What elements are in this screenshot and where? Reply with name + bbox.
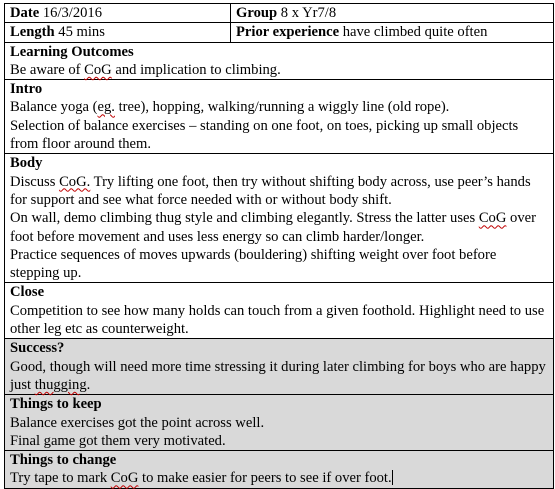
success-p1-pre: Good, though will need more time stressing it during later climbing for boys who are happy just bbox=[10, 358, 546, 393]
body-paragraph-1 bbox=[10, 173, 548, 210]
learning-outcomes-title: Learning Outcomes bbox=[10, 43, 134, 60]
intro-row bbox=[5, 80, 554, 154]
things-to-keep-paragraph-1: Balance exercises got the point across well. bbox=[10, 414, 265, 431]
intro-paragraph-2: Selection of balance exercises – standing on one foot, on toes, picking up small objects from floor around them. bbox=[10, 117, 519, 153]
text-cursor bbox=[392, 470, 393, 485]
header-row-2 bbox=[5, 23, 554, 42]
things-to-keep-row bbox=[5, 395, 554, 451]
prior-experience-cell[interactable] bbox=[231, 23, 554, 42]
intro-p1-pre: Balance yoga ( bbox=[10, 99, 98, 116]
success-p1-thugging: thugging bbox=[34, 376, 87, 393]
things-to-change-title: Things to change bbox=[10, 452, 117, 469]
group-label: Group bbox=[236, 5, 278, 21]
success-cell[interactable] bbox=[5, 339, 554, 395]
body-p2-post: over foot before movement and uses less energy so can climb harder/longer. bbox=[10, 210, 536, 245]
prior-experience-label: Prior experience bbox=[236, 24, 340, 41]
date-cell[interactable] bbox=[5, 4, 231, 23]
close-paragraph-1: Competition to see how many holds can touch from a given foothold. Highlight need to use other leg etc as counterweight. bbox=[10, 302, 545, 338]
group-value: 8 x Yr7/8 bbox=[280, 5, 337, 21]
body-cell[interactable] bbox=[5, 154, 554, 283]
lesson-plan-table bbox=[4, 3, 554, 489]
date-value: 16/3/2016 bbox=[42, 5, 103, 21]
intro-title: Intro bbox=[10, 81, 43, 98]
things-to-keep-title: Things to keep bbox=[10, 396, 102, 413]
body-p1-pre: Discuss bbox=[10, 173, 60, 190]
close-row bbox=[5, 283, 554, 339]
success-title: Success? bbox=[10, 340, 65, 357]
body-row bbox=[5, 154, 554, 283]
date-label: Date bbox=[10, 5, 40, 21]
things-to-change-cell[interactable] bbox=[5, 451, 554, 489]
close-title: Close bbox=[10, 284, 45, 301]
learning-outcomes-post: and implication to climbing. bbox=[111, 61, 281, 78]
things-to-change-row bbox=[5, 451, 554, 489]
learning-outcomes-pre: Be aware of bbox=[10, 61, 85, 78]
intro-paragraph-1 bbox=[10, 98, 548, 116]
things-to-change-p1-pre: Try tape to mark bbox=[10, 470, 111, 487]
length-label: Length bbox=[10, 24, 55, 41]
learning-outcomes-row bbox=[5, 42, 554, 80]
intro-p1-eg: eg. bbox=[97, 99, 115, 116]
learning-outcomes-text bbox=[10, 61, 548, 79]
close-cell[interactable] bbox=[5, 283, 554, 339]
learning-outcomes-cog: CoG bbox=[84, 61, 112, 78]
prior-experience-value: have climbed quite often bbox=[342, 24, 488, 41]
body-p2-pre: On wall, demo climbing thug style and climbing elegantly. Stress the latter uses bbox=[10, 210, 479, 227]
body-p1-post: Try lifting one foot, then try without shifting body across, use peer’s hands for support and see what force needed with or without body shift. bbox=[10, 173, 531, 208]
body-paragraph-2 bbox=[10, 209, 548, 246]
header-row-1 bbox=[5, 4, 554, 23]
body-p2-cog: CoG bbox=[478, 210, 507, 227]
success-p1-post: . bbox=[86, 376, 91, 393]
success-paragraph-1 bbox=[10, 358, 548, 395]
things-to-keep-paragraph-2: Final game got them very motivated. bbox=[10, 432, 226, 449]
group-cell[interactable] bbox=[231, 4, 554, 23]
learning-outcomes-cell[interactable] bbox=[5, 42, 554, 80]
body-paragraph-3: Practice sequences of moves upwards (bouldering) shifting weight over foot before stepping up. bbox=[10, 246, 497, 282]
things-to-change-paragraph-1 bbox=[10, 469, 548, 487]
things-to-change-p1-cog: CoG bbox=[110, 470, 139, 487]
intro-p1-post: tree), hopping, walking/running a wiggly line (old rope). bbox=[114, 99, 450, 116]
body-p1-cog: CoG. bbox=[59, 173, 91, 190]
body-title: Body bbox=[10, 155, 43, 172]
intro-cell[interactable] bbox=[5, 80, 554, 154]
lesson-plan-document bbox=[4, 3, 553, 489]
success-row bbox=[5, 339, 554, 395]
length-value: 45 mins bbox=[58, 24, 105, 41]
things-to-keep-cell[interactable] bbox=[5, 395, 554, 451]
things-to-change-p1-post: to make easier for peers to see if over foot. bbox=[138, 470, 392, 487]
length-cell[interactable] bbox=[5, 23, 231, 42]
